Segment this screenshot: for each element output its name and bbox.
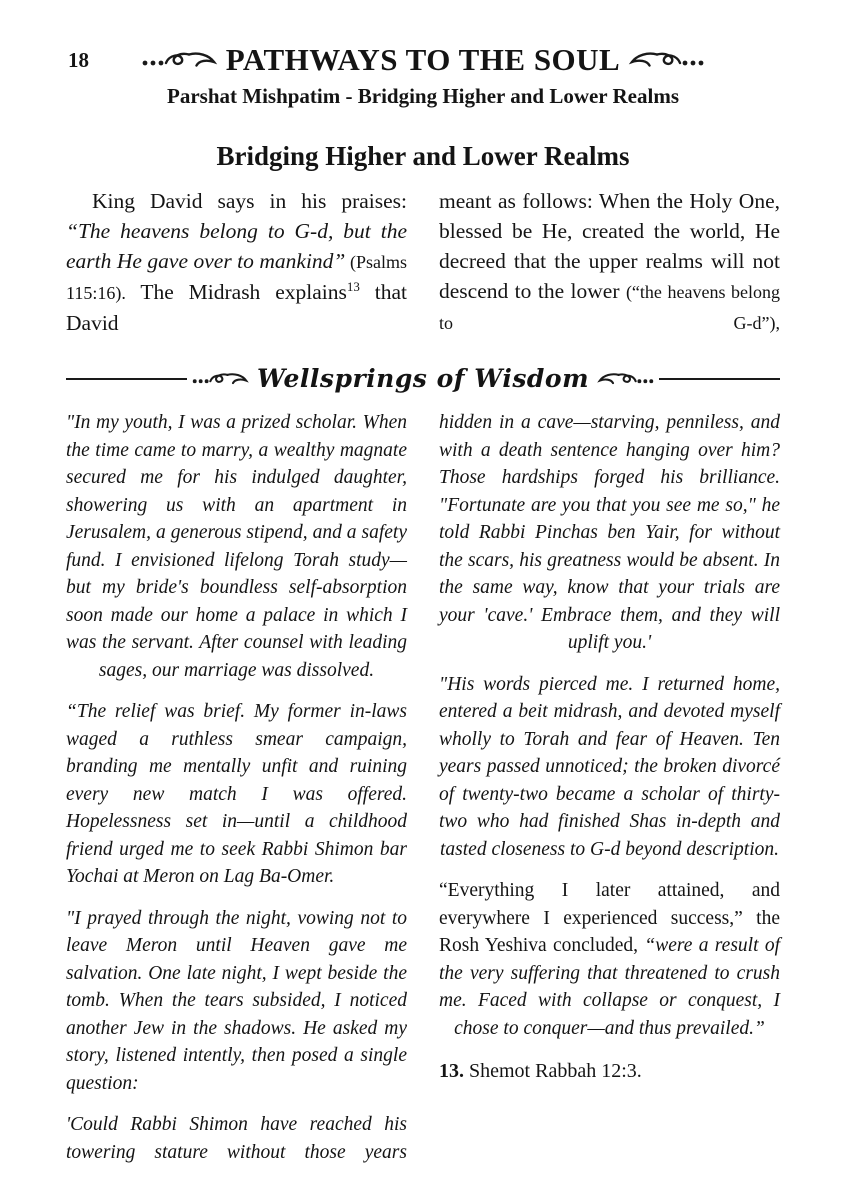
- article-body: [66, 186, 780, 338]
- article-text: that David: [66, 280, 407, 335]
- story-paragraph: hidden in a cave—starving, penniless, and with a death sentence hanging over him? Those hardships forged his brilliance. "Fortunate are you that you see me so," he told Rabbi Pinchas ben Yair, for without the scars, his greatness would be absent. In the same way, know that your trials are your 'cave.' Embrace them, and they will uplift you.': [439, 412, 780, 653]
- running-header: [66, 42, 780, 109]
- article-text: King David says in his praises:: [92, 189, 407, 213]
- article-text: meant as follows: When the Holy One, blessed be He, created the world, He decreed that the upper realms will not descend to the lower: [439, 189, 780, 303]
- scripture-citation: (Psalms 115:16).: [66, 252, 407, 303]
- wellsprings-heading: Wellsprings of Wisdom: [256, 364, 590, 393]
- flourish-left-icon: [140, 47, 218, 73]
- story-paragraph: “The relief was brief. My former in-laws waged a ruthless smear campaign, branding me mentally unfit and ruining every new match I was offered. Hopelessness set in—until a childhood friend urged me to seek Rabbi Shimon bar Yochai at Meron on Lag Ba-Omer.: [66, 701, 407, 887]
- story-paragraph: 'Could Rabbi Shimon have reached his towering stature without those years: [66, 1114, 407, 1163]
- article-title: Bridging Higher and Lower Realms: [216, 141, 630, 171]
- story-paragraph: "His words pierced me. I returned home, entered a beit midrash, and devoted myself wholly to Torah and fear of Heaven. Ten years passed unnoticed; the broken divorcé of twenty-two became a scholar of thirty-two who had finished Shas in-depth and tasted closeness to G-d beyond description.: [439, 673, 780, 860]
- article-right-column: [439, 186, 780, 338]
- parenthetical-quote: (“the heavens belong to G-d”),: [439, 282, 780, 333]
- book-title: PATHWAYS TO THE SOUL: [225, 42, 621, 77]
- story-paragraph: "I prayed through the night, vowing not to leave Meron until Heaven gave me salvation. One late night, I wept beside the tomb. When the tears subsided, I noticed another Jew in the shadows. He asked my story, listened intently, then posed a single question:: [66, 907, 407, 1094]
- story-text-roman: “Everything I later attained, and everywhere I experienced success,” the Rosh Yeshiva concluded,: [439, 880, 780, 956]
- story-paragraph: "In my youth, I was a prized scholar. When the time came to marry, a wealthy magnate secured me for his indulged daughter, showering us with an apartment in Jerusalem, a generous stipend, and a safety fund. I envisioned lifelong Torah study—but my bride's boundless self-absorption soon made our home a palace in which I was the servant. After counsel with leading sages, our marriage was dissolved.: [66, 412, 407, 681]
- wellsprings-left-column: [66, 409, 407, 1180]
- footnote: [439, 1058, 780, 1086]
- wellsprings-divider: [66, 364, 780, 393]
- wellsprings-body: [66, 409, 780, 1180]
- footnote-text: Shemot Rabbah 12:3.: [464, 1060, 642, 1082]
- story-paragraph: [439, 877, 780, 1042]
- scripture-quote: “The heavens belong to G-d, but the earth He gave over to mankind”: [66, 219, 407, 273]
- footnote-ref: 13: [346, 278, 360, 294]
- article-left-column: [66, 186, 407, 338]
- footnote-number: 13.: [439, 1060, 464, 1082]
- flourish-right-icon: [628, 47, 706, 73]
- divider-flourish-right-icon: [597, 369, 655, 389]
- page-number: 18: [68, 48, 89, 72]
- divider-flourish-left-icon: [191, 369, 249, 389]
- chapter-subtitle: Parshat Mishpatim - Bridging Higher and Lower Realms: [167, 84, 679, 108]
- article-text: The Midrash explains: [125, 280, 347, 304]
- story-text-italic: “were a result of the very suffering that threatened to crush me. Faced with collapse or conquest, I chose to conquer—and thus prevailed.”: [439, 935, 780, 1039]
- wellsprings-right-column: [439, 409, 780, 1180]
